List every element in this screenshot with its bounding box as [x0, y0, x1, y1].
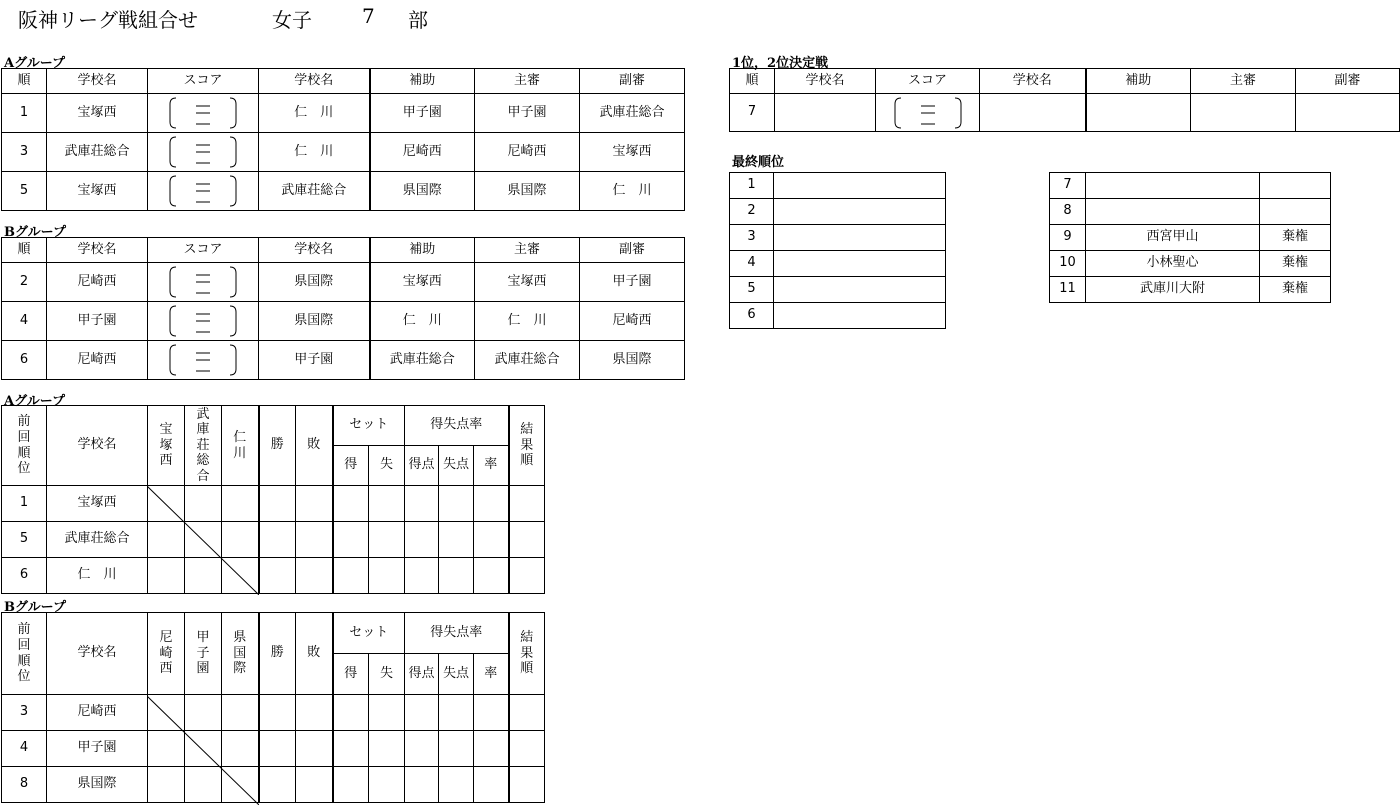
match-school1: 宝塚西: [47, 94, 148, 133]
header-order: 順: [730, 69, 775, 94]
header-assist: 補助: [370, 69, 475, 94]
loss-cell[interactable]: [296, 731, 333, 767]
result-rank-cell[interactable]: [509, 558, 545, 594]
match-school2: 仁 川: [259, 94, 370, 133]
header-ratio-group: 得失点率: [405, 406, 509, 446]
rank-number: 7: [1050, 173, 1086, 199]
match-school2: 武庫荘総合: [259, 172, 370, 211]
rank-school[interactable]: [774, 199, 946, 225]
match-no: 1: [2, 94, 47, 133]
header-opponent-2: 甲子園: [196, 630, 210, 677]
header-chief: 主審: [1191, 69, 1296, 94]
score-bracket: [168, 343, 238, 377]
header-deputy: 副審: [580, 69, 685, 94]
standing-school: 甲子園: [47, 731, 148, 767]
group-b-match-table: [1, 237, 685, 380]
group-a-match-table: [1, 68, 685, 211]
rank-school[interactable]: [774, 173, 946, 199]
match-deputy: 尼崎西: [580, 302, 685, 341]
result-rank-cell[interactable]: [509, 522, 545, 558]
table-row: [2, 133, 685, 172]
header-set: セット: [333, 613, 405, 654]
points-against-cell[interactable]: [439, 767, 474, 803]
win-cell[interactable]: [259, 695, 296, 731]
set-lost-cell[interactable]: [369, 695, 405, 731]
table-row: [730, 277, 946, 303]
match-school2: 甲子園: [259, 341, 370, 380]
table-row: [730, 173, 946, 199]
table-row: [2, 695, 545, 731]
match-chief: 尼崎西: [475, 133, 580, 172]
standing-school: 宝塚西: [47, 486, 148, 522]
header-school: 学校名: [47, 406, 148, 486]
table-row: [730, 303, 946, 329]
header-set-won: 得: [333, 446, 369, 486]
table-row: [2, 302, 685, 341]
match-school1: 宝塚西: [47, 172, 148, 211]
points-against-cell[interactable]: [439, 695, 474, 731]
ratio-cell[interactable]: [474, 558, 509, 594]
rank-school[interactable]: [774, 277, 946, 303]
table-row: [2, 522, 545, 558]
header-school2: 学校名: [259, 238, 370, 263]
win-cell[interactable]: [259, 522, 296, 558]
header-school2: 学校名: [980, 69, 1086, 94]
header-points-for: 得点: [405, 654, 439, 695]
standing-school: 県国際: [47, 767, 148, 803]
group-b-standings-label: Bグループ: [4, 600, 66, 615]
header-prev-rank: 前回順位: [17, 414, 31, 477]
loss-cell[interactable]: [296, 695, 333, 731]
diagonal-line: [147, 696, 259, 805]
standing-school: 尼崎西: [47, 695, 148, 731]
header-prev-rank: 前回順位: [17, 622, 31, 685]
rank-school: 武庫川大附: [1086, 277, 1260, 303]
match-no: 3: [2, 133, 47, 172]
table-row: [730, 251, 946, 277]
match-chief: 甲子園: [475, 94, 580, 133]
table-row: [2, 263, 685, 302]
table-row: [2, 558, 545, 594]
prev-rank: 8: [2, 767, 47, 803]
rank-school[interactable]: [774, 225, 946, 251]
header-opponent-2: 武庫荘総合: [196, 406, 210, 484]
points-against-cell[interactable]: [439, 558, 474, 594]
win-cell[interactable]: [259, 731, 296, 767]
rank-school: 小林聖心: [1086, 251, 1260, 277]
loss-cell[interactable]: [296, 486, 333, 522]
header-chief: 主審: [475, 238, 580, 263]
table-row: [1050, 199, 1331, 225]
result-rank-cell[interactable]: [509, 486, 545, 522]
match-assist: 尼崎西: [370, 133, 475, 172]
points-for-cell[interactable]: [405, 695, 439, 731]
header-assist: 補助: [370, 238, 475, 263]
rank-number: 3: [730, 225, 774, 251]
header-opponent-1: 尼崎西: [159, 630, 173, 677]
header-deputy: 副審: [1296, 69, 1400, 94]
match-no: 7: [730, 94, 775, 132]
table-row: [1050, 173, 1331, 199]
header-points-against: 失点: [439, 654, 474, 695]
match-deputy: 宝塚西: [580, 133, 685, 172]
table-row: [2, 731, 545, 767]
match-deputy: 甲子園: [580, 263, 685, 302]
division-label: 女子: [272, 8, 312, 32]
division-number: 7: [362, 4, 375, 28]
ratio-cell[interactable]: [474, 486, 509, 522]
final-ranking-label: 最終順位: [732, 155, 785, 170]
match-assist: 仁 川: [370, 302, 475, 341]
set-won-cell[interactable]: [333, 767, 369, 803]
rank-number: 5: [730, 277, 774, 303]
points-for-cell[interactable]: [405, 558, 439, 594]
header-ratio-group: 得失点率: [405, 613, 509, 654]
table-row: [2, 341, 685, 380]
table-row: [730, 94, 1400, 132]
score-bracket: [168, 304, 238, 338]
ratio-cell[interactable]: [474, 731, 509, 767]
rank-number: 6: [730, 303, 774, 329]
set-lost-cell[interactable]: [369, 767, 405, 803]
match-school1[interactable]: [775, 94, 876, 132]
match-chief[interactable]: [1191, 94, 1296, 132]
rank-school: 西宮甲山: [1086, 225, 1260, 251]
result-rank-cell[interactable]: [509, 767, 545, 803]
rank-note: [1260, 199, 1331, 225]
set-lost-cell[interactable]: [369, 486, 405, 522]
table-row: [1050, 251, 1331, 277]
prev-rank: 4: [2, 731, 47, 767]
set-lost-cell[interactable]: [369, 558, 405, 594]
loss-cell[interactable]: [296, 767, 333, 803]
match-assist: 甲子園: [370, 94, 475, 133]
match-assist[interactable]: [1086, 94, 1191, 132]
group-b-standings: [1, 612, 545, 803]
table-row: [730, 225, 946, 251]
header-result: 結果順: [520, 630, 534, 677]
group-a-standings: [1, 405, 545, 594]
score-cell[interactable]: [148, 341, 259, 380]
match-no: 5: [2, 172, 47, 211]
table-row: [2, 94, 685, 133]
match-chief: 武庫荘総合: [475, 341, 580, 380]
match-chief: 仁 川: [475, 302, 580, 341]
prev-rank: 3: [2, 695, 47, 731]
win-cell[interactable]: [259, 486, 296, 522]
set-won-cell[interactable]: [333, 486, 369, 522]
header-score: スコア: [148, 238, 259, 263]
group-a-standings-label: Aグループ: [4, 394, 66, 409]
header-school1: 学校名: [47, 69, 148, 94]
prev-rank: 6: [2, 558, 47, 594]
match-chief: 宝塚西: [475, 263, 580, 302]
prev-rank: 5: [2, 522, 47, 558]
table-row: [1050, 225, 1331, 251]
header-score: スコア: [148, 69, 259, 94]
header-school: 学校名: [47, 613, 148, 695]
header-ratio: 率: [474, 446, 509, 486]
points-against-cell[interactable]: [439, 486, 474, 522]
rank-school[interactable]: [774, 251, 946, 277]
set-lost-cell[interactable]: [369, 731, 405, 767]
match-school2: 仁 川: [259, 133, 370, 172]
rank-number: 8: [1050, 199, 1086, 225]
rank-number: 11: [1050, 277, 1086, 303]
table-row: [2, 486, 545, 522]
match-school1: 甲子園: [47, 302, 148, 341]
match-school2: 県国際: [259, 263, 370, 302]
division-suffix: 部: [408, 8, 428, 32]
header-order: 順: [2, 238, 47, 263]
rank-note: 棄権: [1260, 225, 1331, 251]
header-result: 結果順: [520, 422, 534, 469]
header-school1: 学校名: [775, 69, 876, 94]
match-deputy: 県国際: [580, 341, 685, 380]
header-set: セット: [333, 406, 405, 446]
ratio-cell[interactable]: [474, 695, 509, 731]
match-assist: 県国際: [370, 172, 475, 211]
match-school1: 尼崎西: [47, 263, 148, 302]
match-deputy: 仁 川: [580, 172, 685, 211]
rank-number: 9: [1050, 225, 1086, 251]
header-school1: 学校名: [47, 238, 148, 263]
final-match-label: 1位，2位決定戦: [732, 56, 829, 71]
header-school2: 学校名: [259, 69, 370, 94]
standing-school: 武庫荘総合: [47, 522, 148, 558]
win-cell[interactable]: [259, 558, 296, 594]
rank-note: 棄権: [1260, 277, 1331, 303]
match-school1: 武庫荘総合: [47, 133, 148, 172]
set-won-cell[interactable]: [333, 522, 369, 558]
group-b-matches-label: Bグループ: [4, 225, 66, 240]
diagonal-line: [147, 486, 259, 595]
match-chief: 県国際: [475, 172, 580, 211]
header-points-for: 得点: [405, 446, 439, 486]
score-cell[interactable]: [148, 94, 259, 133]
result-rank-cell[interactable]: [509, 731, 545, 767]
score-cell[interactable]: [876, 94, 980, 132]
match-deputy[interactable]: [1296, 94, 1400, 132]
header-opponent-3: 仁川: [233, 429, 247, 461]
score-bracket: [168, 174, 238, 208]
header-points-against: 失点: [439, 446, 474, 486]
rank-number: 1: [730, 173, 774, 199]
header-opponent-3: 県国際: [233, 630, 247, 677]
points-for-cell[interactable]: [405, 767, 439, 803]
score-bracket: [168, 265, 238, 299]
ratio-cell[interactable]: [474, 767, 509, 803]
score-cell[interactable]: [148, 133, 259, 172]
header-deputy: 副審: [580, 238, 685, 263]
rank-school[interactable]: [774, 303, 946, 329]
score-cell[interactable]: [148, 302, 259, 341]
header-score: スコア: [876, 69, 980, 94]
header-ratio: 率: [474, 654, 509, 695]
final-ranking-left-table: [729, 172, 946, 329]
match-no: 4: [2, 302, 47, 341]
set-won-cell[interactable]: [333, 731, 369, 767]
set-lost-cell[interactable]: [369, 522, 405, 558]
table-row: [2, 172, 685, 211]
table-row: [1050, 277, 1331, 303]
header-set-lost: 失: [369, 654, 405, 695]
final-match-table: [729, 68, 1400, 132]
score-bracket: [893, 96, 963, 130]
rank-number: 2: [730, 199, 774, 225]
win-cell[interactable]: [259, 767, 296, 803]
loss-cell[interactable]: [296, 522, 333, 558]
match-school1: 尼崎西: [47, 341, 148, 380]
header-chief: 主審: [475, 69, 580, 94]
match-school2: 県国際: [259, 302, 370, 341]
points-for-cell[interactable]: [405, 731, 439, 767]
result-rank-cell[interactable]: [509, 695, 545, 731]
page-title: 阪神リーグ戦組合せ: [18, 8, 198, 32]
header-loss: 敗: [296, 613, 333, 695]
match-school2[interactable]: [980, 94, 1086, 132]
match-assist: 宝塚西: [370, 263, 475, 302]
loss-cell[interactable]: [296, 558, 333, 594]
group-a-standings-table: [1, 405, 545, 594]
match-no: 2: [2, 263, 47, 302]
set-won-cell[interactable]: [333, 695, 369, 731]
rank-school[interactable]: [1086, 173, 1260, 199]
set-won-cell[interactable]: [333, 558, 369, 594]
table-row: [730, 199, 946, 225]
prev-rank: 1: [2, 486, 47, 522]
match-no: 6: [2, 341, 47, 380]
points-for-cell[interactable]: [405, 522, 439, 558]
rank-number: 4: [730, 251, 774, 277]
points-against-cell[interactable]: [439, 731, 474, 767]
match-assist: 武庫荘総合: [370, 341, 475, 380]
header-set-won: 得: [333, 654, 369, 695]
header-opponent-1: 宝塚西: [159, 422, 173, 469]
score-cell[interactable]: [148, 263, 259, 302]
score-bracket: [168, 96, 238, 130]
header-assist: 補助: [1086, 69, 1191, 94]
points-for-cell[interactable]: [405, 486, 439, 522]
points-against-cell[interactable]: [439, 522, 474, 558]
header-loss: 敗: [296, 406, 333, 486]
final-ranking-right-table: [1049, 172, 1331, 303]
rank-note: 棄権: [1260, 251, 1331, 277]
score-bracket: [168, 135, 238, 169]
rank-school[interactable]: [1086, 199, 1260, 225]
ratio-cell[interactable]: [474, 522, 509, 558]
header-win: 勝: [259, 406, 296, 486]
header-order: 順: [2, 69, 47, 94]
header-win: 勝: [259, 613, 296, 695]
match-deputy: 武庫荘総合: [580, 94, 685, 133]
score-cell[interactable]: [148, 172, 259, 211]
header-set-lost: 失: [369, 446, 405, 486]
standing-school: 仁 川: [47, 558, 148, 594]
rank-note: [1260, 173, 1331, 199]
group-b-standings-table: [1, 612, 545, 803]
group-a-matches-label: Aグループ: [4, 56, 66, 71]
table-row: [2, 767, 545, 803]
rank-number: 10: [1050, 251, 1086, 277]
